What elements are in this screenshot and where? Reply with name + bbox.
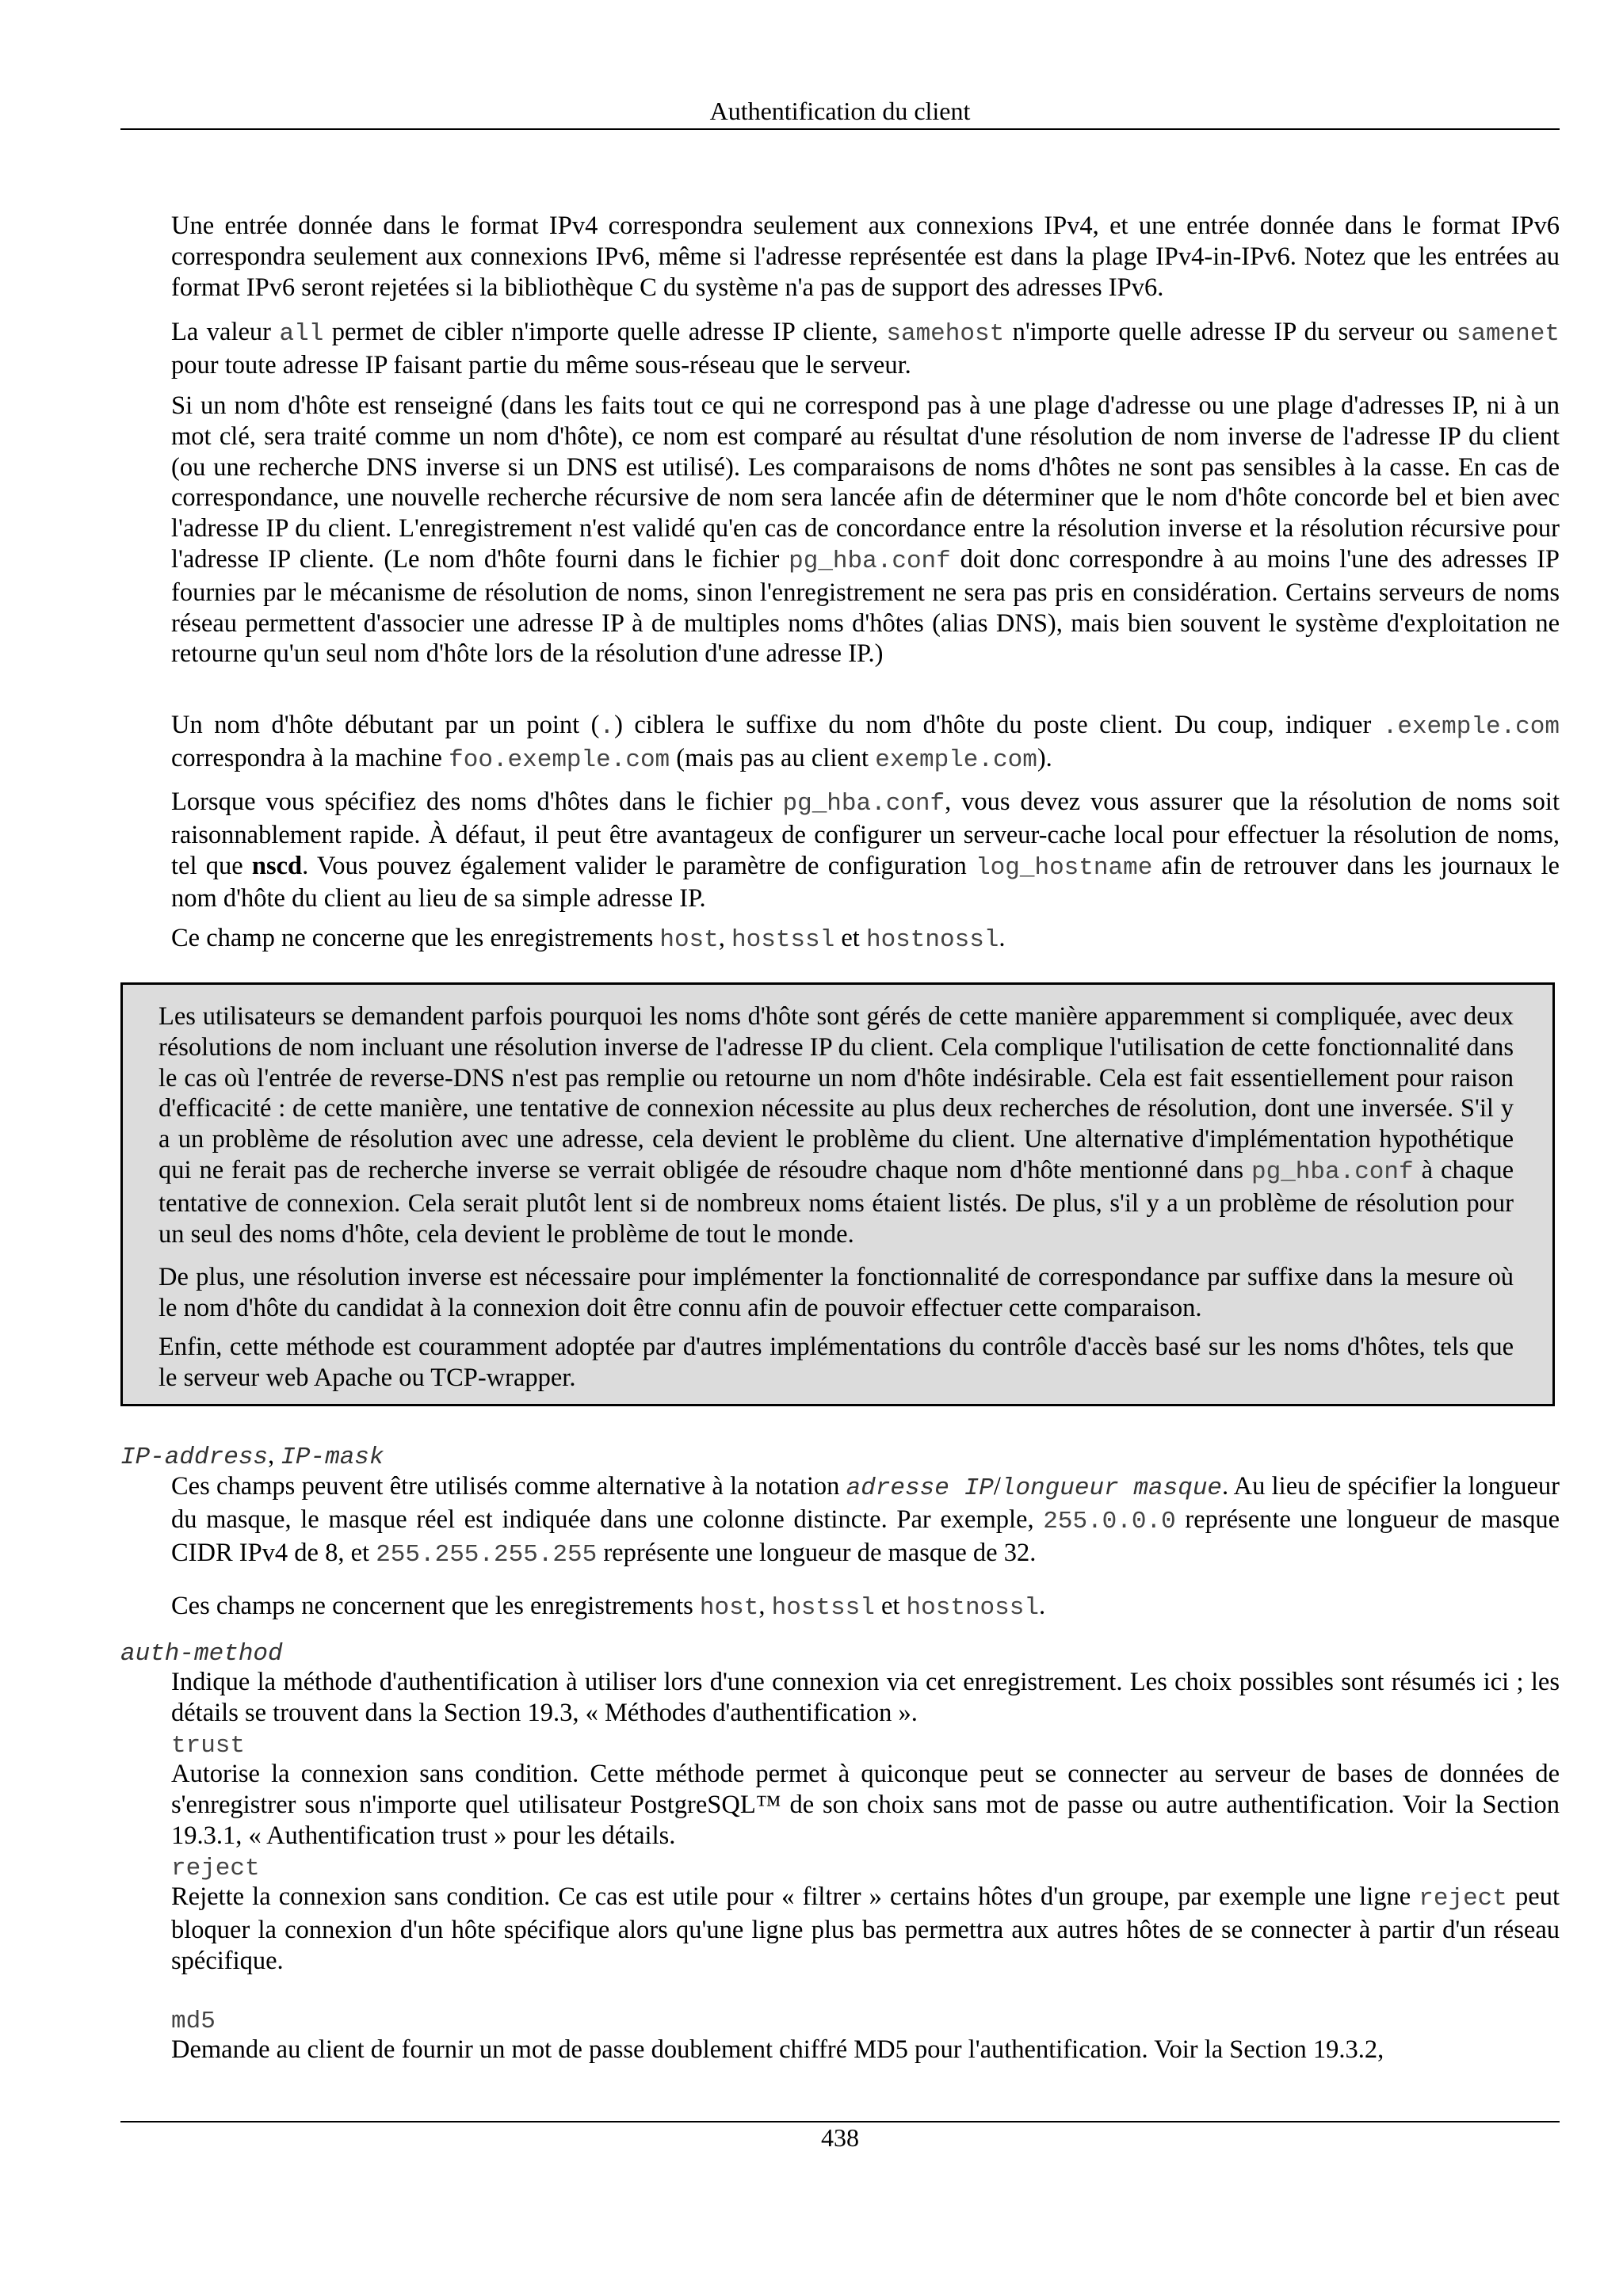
code-all: all — [279, 320, 324, 348]
term-ip-address-mask: IP-address, IP-mask — [120, 1441, 384, 1471]
note-box — [120, 982, 1555, 1406]
paragraph-all-keyword: La valeur all permet de cibler n'importe quelle adresse IP cliente, samehost n'importe quelle adresse IP du serveur ou samenet pour toute adresse IP faisant partie du même sous-réseau que le serveur. — [171, 318, 1560, 379]
nscd-bold: nscd — [251, 851, 303, 880]
term-reject: reject — [171, 1855, 260, 1882]
reject-description: Rejette la connexion sans condition. Ce cas est utile pour « filtrer » certains hôtes d'un groupe, par exemple une ligne reject peut bloquer la connexion d'un hôte spécifique alors qu'une ligne plus bas permettra aux autres hôtes de se connecter à partir d'un réseau spécifique. — [171, 1882, 1560, 1975]
paragraph-dot-prefix: Un nom d'hôte débutant par un point (.) ciblera le suffixe du nom d'hôte du poste client. Du coup, indiquer .exemple.com correspondra à la machine foo.exemple.com (mais pas au client exemple.com). — [171, 711, 1560, 774]
auth-method-description: Indique la méthode d'authentification à utiliser lors d'une connexion via cet enregistrement. Les choix possibles sont résumés ici ; les détails se trouvent dans la Section 19.3, « Méthodes d'authentification ». — [171, 1668, 1560, 1727]
code-samenet: samenet — [1456, 320, 1560, 348]
code-samehost: samehost — [886, 320, 1005, 348]
code-log-hostname: log_hostname — [976, 853, 1153, 882]
term-auth-method: auth-method — [120, 1640, 283, 1668]
page-header: Authentification du client — [709, 97, 971, 125]
ip-fields-description: Ces champs peuvent être utilisés comme alternative à la notation adresse IP/longueur masque. Au lieu de spécifier la longueur du masque, le masque réel est indiquée dans une colonne distincte. Par exemple, 255.0.0.0 représente une longueur de masque CIDR IPv4 de 8, et 255.255.255.255 représente une longueur de masque de 32. — [171, 1472, 1560, 1569]
page-number: 438 — [821, 2123, 859, 2152]
note-paragraph-1: Les utilisateurs se demandent parfois pourquoi les noms d'hôte sont gérés de cette manière apparemment si compliquée, avec deux résolutions de nom incluant une résolution inverse de l'adresse IP du client. Cela complique l'utilisation de cette fonctionnalité dans le cas où l'entrée de reverse-DNS n'est pas remplie ou retourne un nom d'hôte indésirable. Cela est fait essentiellement pour raison d'efficacité : de cette manière, une tentative de connexion nécessite au plus deux recherches de résolution, dont une inversée. S'il y a un problème de résolution avec une adresse, cela devient le problème du client. Une alternative d'implémentation hypothétique qui ne ferait pas de recherche inverse se verrait obligée de résoudre chaque nom d'hôte mentionné dans pg_hba.conf à chaque tentative de connexion. Cela serait plutôt lent si de nombreux noms étaient listés. De plus, s'il y a un problème de résolution pour un seul des noms d'hôte, cela devient le problème de tout le monde. — [158, 1002, 1514, 1249]
ip-fields-records: Ces champs ne concernent que les enregistrements host, hostssl et hostnossl. — [171, 1592, 1046, 1622]
md5-description: Demande au client de fournir un mot de passe doublement chiffré MD5 pour l'authentification. Voir la Section 19.3.2, — [171, 2035, 1384, 2064]
term-trust: trust — [171, 1732, 246, 1760]
code-pg-hba-conf: pg_hba.conf — [789, 547, 951, 575]
note-paragraph-2: De plus, une résolution inverse est nécessaire pour implémenter la fonctionnalité de correspondance par suffixe dans la mesure où le nom d'hôte du candidat à la connexion doit être connu afin de pouvoir effectuer cette comparaison. — [158, 1263, 1514, 1322]
note-paragraph-3: Enfin, cette méthode est couramment adoptée par d'autres implémentations du contrôle d'accès basé sur les noms d'hôtes, tels que le serveur web Apache ou TCP-wrapper. — [158, 1333, 1514, 1392]
header-rule — [120, 128, 1560, 130]
trust-description: Autorise la connexion sans condition. Cette méthode permet à quiconque peut se connecter au serveur de bases de données de s'enregistrer sous n'importe quel utilisateur PostgreSQL™ de son choix sans mot de passe ou autre authentification. Voir la Section 19.3.1, « Authentification trust » pour les détails. — [171, 1760, 1560, 1850]
paragraph-name-resolution: Lorsque vous spécifiez des noms d'hôtes dans le fichier pg_hba.conf, vous devez vous assurer que la résolution de noms soit raisonnablement rapide. À défaut, il peut être avantageux de configurer un serveur-cache local pour effectuer la résolution de noms, tel que nscd. Vous pouvez également valider le paramètre de configuration log_hostname afin de retrouver dans les journaux le nom d'hôte du client au lieu de sa simple adresse IP. — [171, 788, 1560, 913]
paragraph-ip-format: Une entrée donnée dans le format IPv4 correspondra seulement aux connexions IPv4, et une entrée donnée dans le format IPv6 correspondra seulement aux connexions IPv6, même si l'adresse représentée est dans la plage IPv4-in-IPv6. Notez que les entrées au format IPv6 seront rejetées si la bibliothèque C du système n'a pas de support des adresses IPv6. — [171, 212, 1560, 302]
paragraph-host-records: Ce champ ne concerne que les enregistrements host, hostssl et hostnossl. — [171, 924, 1006, 954]
term-md5: md5 — [171, 2008, 216, 2035]
paragraph-hostname: Si un nom d'hôte est renseigné (dans les faits tout ce qui ne correspond pas à une plage d'adresse ou une plage d'adresses IP, ni à un mot clé, sera traité comme un nom d'hôte), ce nom est comparé au résultat d'une résolution de nom inverse de l'adresse IP du client (ou une recherche DNS inverse si un DNS est utilisé). Les comparaisons de noms d'hôtes ne sont pas sensibles à la casse. En cas de correspondance, une nouvelle recherche récursive de nom sera lancée afin de déterminer que le nom d'hôte concorde bel et bien avec l'adresse IP du client. L'enregistrement n'est validé qu'en cas de concordance entre la résolution inverse et la résolution récursive pour l'adresse IP cliente. (Le nom d'hôte fourni dans le fichier pg_hba.conf doit donc correspondre à au moins l'une des adresses IP fournies par le mécanisme de résolution de noms, sinon l'enregistrement ne sera pas pris en considération. Certains serveurs de noms réseau permettent d'associer une adresse IP à de multiples noms d'hôtes (alias DNS), mais bien souvent le système d'exploitation ne retourne qu'un seul nom d'hôte lors de la résolution d'une adresse IP.) — [171, 391, 1560, 669]
